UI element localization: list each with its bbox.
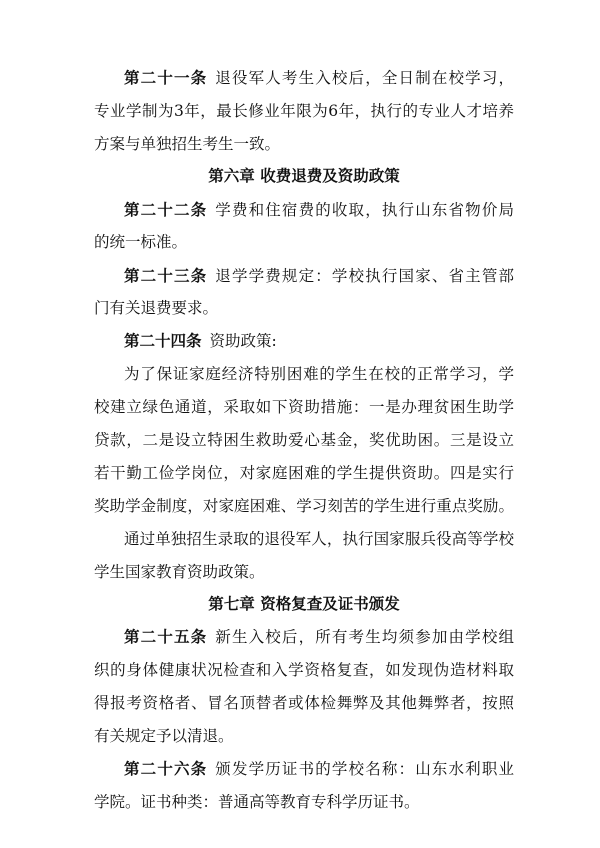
article-22-text: 学费和住宿费的收取，执行山东省物价局: [215, 201, 514, 219]
article-22-line-1: [124, 198, 514, 222]
article-26-line-1: [124, 757, 514, 781]
article-26-number: 第二十六条: [124, 759, 208, 778]
article-24-text: 资助政策:: [209, 332, 277, 350]
article-21-text: 退役军人考生入校后，全日制在校学习，: [215, 69, 514, 87]
article-22-line-2: 的统一标准。: [94, 233, 188, 251]
article-24-para-2-line-1: 通过单独招生录取的退役军人，执行国家服兵役高等学校: [124, 530, 514, 548]
article-22-number: 第二十二条: [124, 200, 208, 219]
article-23-line-2: 门有关退费要求。: [94, 299, 219, 317]
article-21-line-1: [124, 66, 514, 90]
article-24-para-1-line-3: 贷款，二是设立特困生救助爱心基金，奖优助困。三是设立: [94, 431, 514, 449]
article-25-line-4: 有关规定予以清退。: [94, 727, 234, 745]
chapter-7-heading: 第七章 资格复查及证书颁发: [208, 594, 400, 613]
article-24-para-1-line-1: 为了保证家庭经济特别困难的学生在校的正常学习，学: [124, 365, 514, 383]
article-23-text: 退学学费规定：学校执行国家、省主管部: [215, 267, 514, 285]
article-25-line-3: 得报考资格者、冒名顶替者或体检舞弊及其他舞弊者，按照: [94, 694, 514, 712]
article-25-line-2: 织的身体健康状况检查和入学资格复查，如发现伪造材料取: [94, 661, 514, 679]
article-23-number: 第二十三条: [124, 266, 208, 285]
article-21-line-2: 专业学制为3年，最长修业年限为6年，执行的专业人才培养: [94, 102, 514, 120]
article-24-para-1-line-5: 奖助学金制度，对家庭困难、学习刻苦的学生进行重点奖励。: [94, 497, 514, 515]
article-25-text: 新生入校后，所有考生均须参加由学校组: [215, 628, 514, 646]
article-24-para-2-line-2: 学生国家教育资助政策。: [94, 563, 265, 581]
article-21-line-3: 方案与单独招生考生一致。: [94, 135, 281, 153]
article-24-line-1: [124, 329, 514, 353]
article-21-number: 第二十一条: [124, 68, 208, 87]
article-25-line-1: [124, 625, 514, 649]
article-26-line-2: 学院。证书种类：普通高等教育专科学历证书。: [94, 793, 420, 811]
article-24-para-1-line-4: 若干勤工俭学岗位，对家庭困难的学生提供资助。四是实行: [94, 464, 514, 482]
article-25-number: 第二十五条: [124, 627, 208, 646]
article-26-text: 颁发学历证书的学校名称：山东水利职业: [215, 760, 514, 778]
chapter-6-heading: 第六章 收费退费及资助政策: [208, 166, 400, 185]
article-24-number: 第二十四条: [124, 331, 202, 350]
article-24-para-1-line-2: 校建立绿色通道，采取如下资助措施：一是办理贫困生助学: [94, 398, 514, 416]
article-23-line-1: [124, 264, 514, 288]
